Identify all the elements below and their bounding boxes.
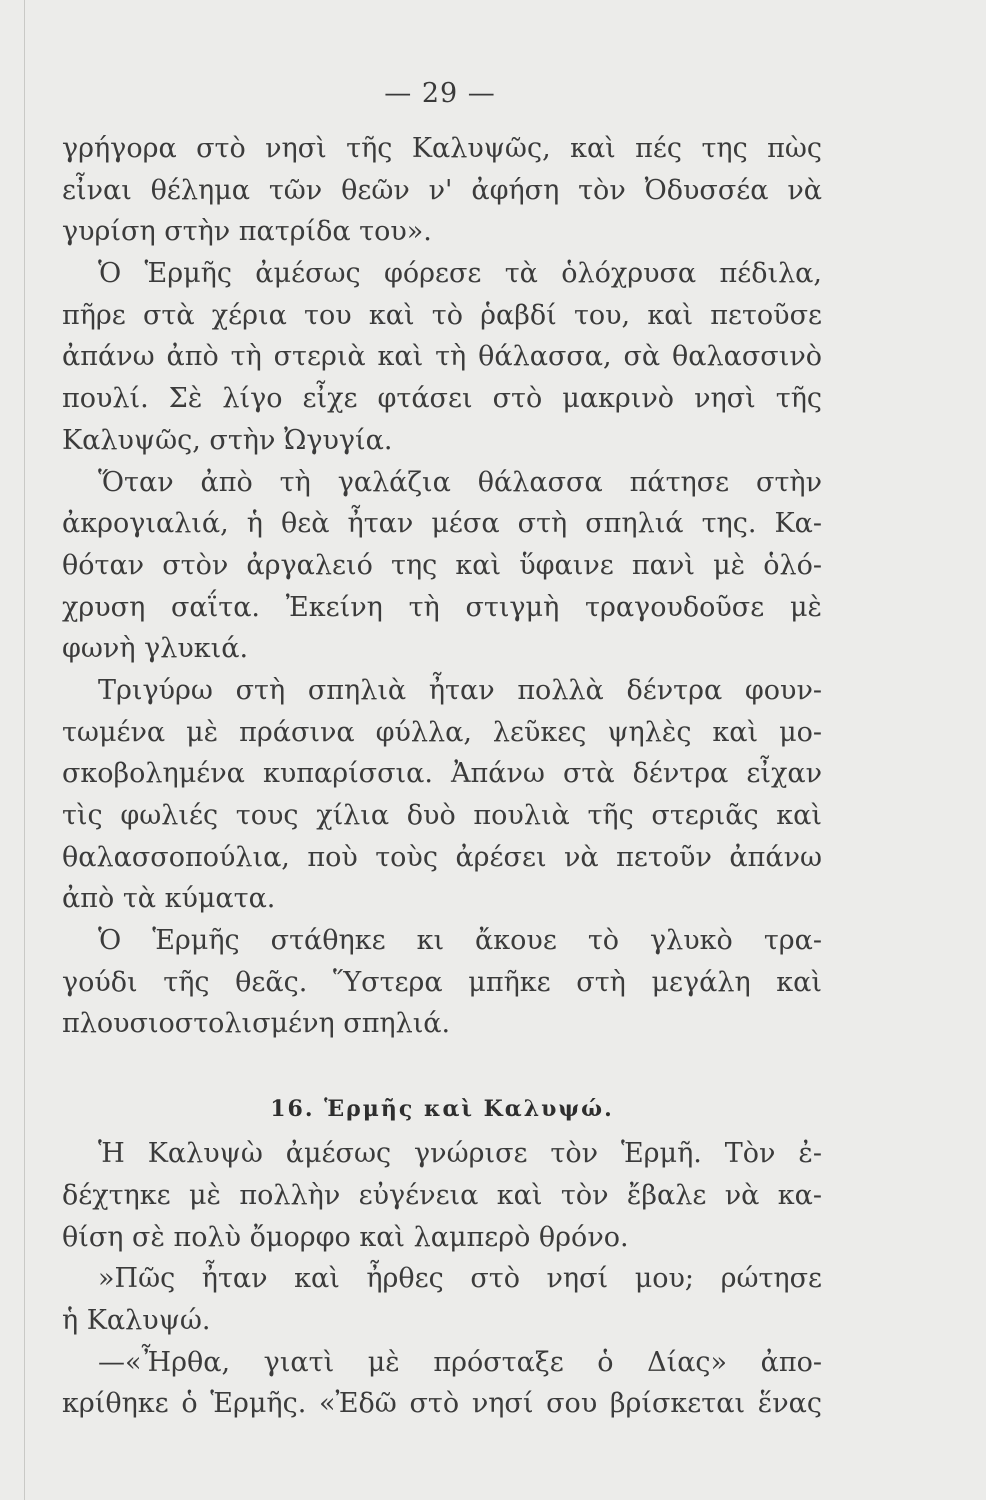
- text-line: »Πῶς ἦταν καὶ ἦρθες στὸ νησί μου; ρώτησε: [98, 1263, 822, 1295]
- text-line: Ὅταν ἀπὸ τὴ γαλάζια θάλασσα πάτησε στὴν: [98, 466, 822, 498]
- text-line: χρυση σαΐτα. Ἐκείνη τὴ στιγμὴ τραγουδοῦσε μὲ: [62, 591, 822, 623]
- text-line: Τριγύρω στὴ σπηλιὰ ἦταν πολλὰ δέντρα φουν-: [98, 674, 822, 706]
- text-line: θαλασσοπούλια, ποὺ τοὺς ἀρέσει νὰ πετοῦν ἀπάνω: [62, 841, 822, 873]
- text-line: ἀπάνω ἀπὸ τὴ στεριὰ καὶ τὴ θάλασσα, σὰ θαλασσινὸ: [62, 341, 822, 373]
- text-line: θίση σὲ πολὺ ὄμορφο καὶ λαμπερὸ θρόνο.: [62, 1221, 629, 1253]
- text-line: τωμένα μὲ πράσινα φύλλα, λεῦκες ψηλὲς καὶ μο-: [62, 716, 822, 748]
- text-line: πλουσιοστολισμένη σπηλιά.: [62, 1008, 451, 1040]
- text-line: πουλί. Σὲ λίγο εἶχε φτάσει στὸ μακρινὸ νησὶ τῆς: [62, 383, 822, 415]
- text-line: γυρίση στὴν πατρίδα του».: [62, 216, 432, 248]
- text-line: τὶς φωλιές τους χίλια δυὸ πουλιὰ τῆς στεριᾶς καὶ: [62, 800, 822, 831]
- section-heading: 16. Ἑρμῆς καὶ Καλυψώ.: [270, 1096, 614, 1123]
- text-line: Καλυψῶς, στὴν Ὠγυγία.: [62, 424, 393, 456]
- text-line: ἀκρογιαλιά, ἡ θεὰ ἦταν μέσα στὴ σπηλιά της. Κα-: [62, 508, 822, 540]
- text-line: θόταν στὸν ἀργαλειό της καὶ ὕφαινε πανὶ μὲ ὁλό-: [62, 549, 822, 581]
- body-text: [62, 128, 822, 1425]
- text-line: γούδι τῆς θεᾶς. Ὕστερα μπῆκε στὴ μεγάλη καὶ: [62, 966, 822, 998]
- text-line: σκοβολημένα κυπαρίσσια. Ἀπάνω στὰ δέντρα εἶχαν: [62, 758, 822, 790]
- text-line: φωνὴ γλυκιά.: [62, 633, 249, 665]
- text-line: γρήγορα στὸ νησὶ τῆς Καλυψῶς, καὶ πές της πὼς: [62, 133, 822, 164]
- text-line: ἡ Καλυψώ.: [62, 1304, 211, 1336]
- text-line: εἶναι θέλημα τῶν θεῶν ν' ἀφήση τὸν Ὀδυσσέα νὰ: [62, 174, 822, 206]
- text-line: ἀπὸ τὰ κύματα.: [62, 883, 276, 915]
- text-line: Ἡ Καλυψὼ ἀμέσως γνώρισε τὸν Ἑρμῆ. Τὸν ἐ-: [98, 1138, 822, 1170]
- section-gap: [62, 1045, 822, 1085]
- text-line: δέχτηκε μὲ πολλὴν εὐγένεια καὶ τὸν ἔβαλε νὰ κα-: [62, 1179, 822, 1211]
- text-line: —«Ἦρθα, γιατὶ μὲ πρόσταξε ὁ Δίας» ἀπο-: [98, 1346, 822, 1378]
- text-line: κρίθηκε ὁ Ἑρμῆς. «Ἐδῶ στὸ νησί σου βρίσκεται ἕνας: [62, 1388, 822, 1420]
- page-edge-line: [24, 0, 25, 1500]
- text-line: Ὁ Ἑρμῆς ἀμέσως φόρεσε τὰ ὁλόχρυσα πέδιλα,: [98, 258, 822, 290]
- text-line: πῆρε στὰ χέρια του καὶ τὸ ῥαβδί του, καὶ πετοῦσε: [62, 299, 822, 331]
- text-line: Ὁ Ἑρμῆς στάθηκε κι ἄκουε τὸ γλυκὸ τρα-: [98, 925, 822, 957]
- page-number: — 29 —: [384, 78, 496, 109]
